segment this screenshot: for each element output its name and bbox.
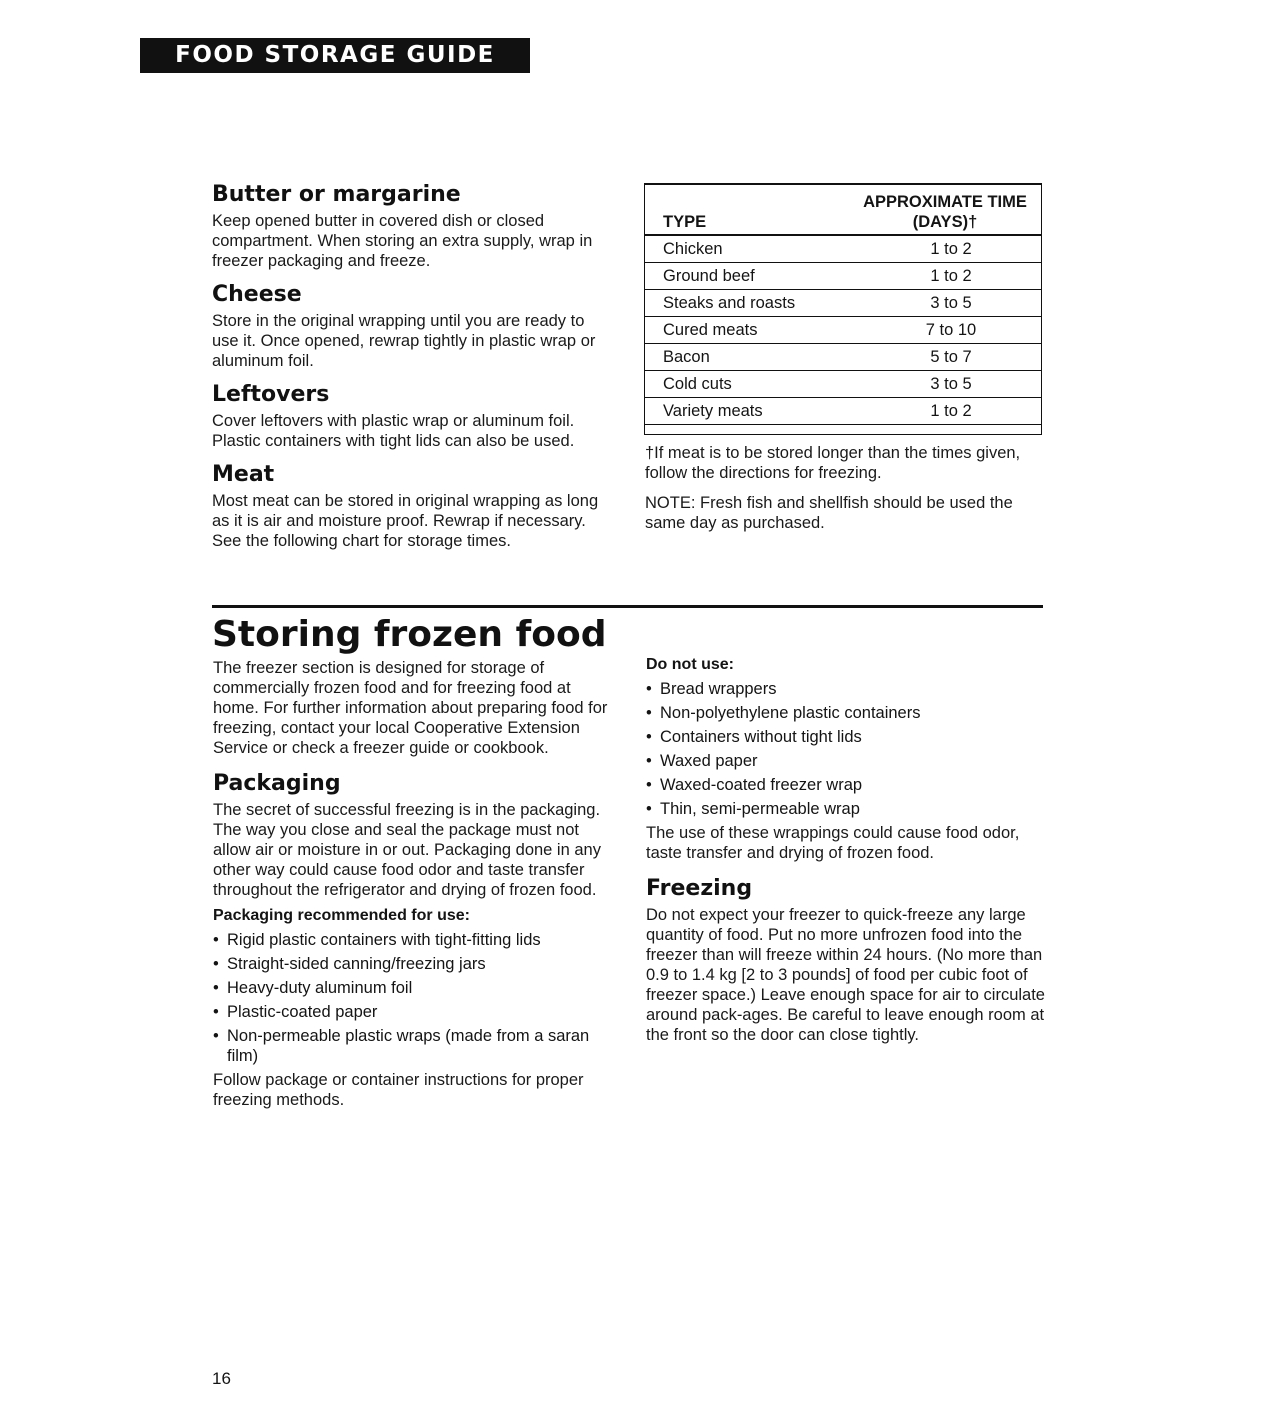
list-item: • Containers without tight lids [646, 727, 1046, 747]
butter-text: Keep opened butter in covered dish or closed compartment. When storing an extra supply, wrap in freezer packaging and freeze. [212, 212, 593, 270]
note-text: Fresh fish and shellfish should be used the same day as purchased. [645, 494, 1013, 532]
type-cell: Variety meats [645, 398, 861, 425]
butter-section [212, 181, 612, 271]
page-number: 16 [212, 1369, 231, 1388]
follow-instructions: Follow package or container instructions for proper freezing methods. [213, 1071, 584, 1109]
leftovers-text: Cover leftovers with plastic wrap or aluminum foil. Plastic containers with tight lids can also be used. [212, 412, 575, 450]
meat-section [212, 461, 612, 551]
frozen-intro: The freezer section is designed for storage of commercially frozen food and for freezing food at home. For further information about preparing food for freezing, contact your local Cooperative Extension Service or check a freezer guide or cookbook. [213, 659, 608, 757]
time-header-line1: APPROXIMATE TIME [863, 193, 1027, 211]
table-header-row [645, 184, 1041, 235]
packaging-text: The secret of successful freezing is in the packaging. The way you close and seal the package must not allow air or moisture in or out. Packaging done in any other way could cause food odor and taste transfer throughout the refrigerator and drying of frozen food. [213, 801, 601, 899]
list-item: • Rigid plastic containers with tight-fitting lids [213, 930, 613, 950]
meat-storage-table [645, 184, 1041, 425]
list-item: • Waxed paper [646, 751, 1046, 771]
leftovers-heading: Leftovers [212, 382, 330, 407]
note-label: NOTE: [645, 494, 696, 512]
freezing-heading: Freezing [646, 876, 753, 901]
section-divider [212, 605, 1043, 608]
freezing-text: Do not expect your freezer to quick-freeze any large quantity of food. Put no more unfrozen food into the freezer than will freeze within 24 hours. (No more than 0.9 to 1.4 kg [2 to 3 pounds] of food per cubic foot of freezer space.) Leave enough space for air to circulate around pack-ages. Be careful to leave enough room at the front so the door can close tightly. [646, 906, 1045, 1044]
cheese-heading: Cheese [212, 282, 302, 307]
butter-heading: Butter or margarine [212, 182, 461, 207]
list-item: • Straight-sided canning/freezing jars [213, 954, 613, 974]
type-cell: Cured meats [645, 317, 861, 344]
meat-text: Most meat can be stored in original wrapping as long as it is air and moisture proof. Rewrap if necessary. See the following chart for storage times. [212, 492, 599, 550]
type-cell: Ground beef [645, 263, 861, 290]
list-item: • Bread wrappers [646, 679, 1046, 699]
table-footnote: †If meat is to be stored longer than the times given, follow the directions for freezing. [645, 444, 1021, 482]
table-row [645, 317, 1041, 344]
table-row [645, 263, 1041, 290]
list-item: • Waxed-coated freezer wrap [646, 775, 1046, 795]
table-row [645, 290, 1041, 317]
time-cell: 1 to 2 [861, 398, 1041, 425]
table-row [645, 344, 1041, 371]
packaging-recommended-label: Packaging recommended for use: [213, 907, 470, 924]
leftovers-section [212, 381, 612, 451]
do-not-use-label: Do not use: [646, 656, 734, 673]
time-cell: 7 to 10 [861, 317, 1041, 344]
cheese-section [212, 281, 612, 371]
packaging-heading: Packaging [213, 771, 341, 796]
type-cell: Steaks and roasts [645, 290, 861, 317]
recommended-list [213, 930, 613, 1066]
list-item: • Heavy-duty aluminum foil [213, 978, 613, 998]
table-row [645, 235, 1041, 263]
fish-note [645, 493, 1035, 533]
table-row [645, 371, 1041, 398]
time-cell: 1 to 2 [861, 263, 1041, 290]
list-item: • Non-polyethylene plastic containers [646, 703, 1046, 723]
frozen-right-column [646, 655, 1046, 1045]
time-header-line2: (DAYS)† [912, 213, 978, 231]
left-top-column [212, 181, 612, 561]
type-cell: Bacon [645, 344, 861, 371]
type-column-header: TYPE [645, 184, 861, 235]
time-column-header [861, 184, 1041, 235]
time-cell: 3 to 5 [861, 371, 1041, 398]
type-cell: Chicken [645, 235, 861, 263]
time-cell: 3 to 5 [861, 290, 1041, 317]
cheese-text: Store in the original wrapping until you are ready to use it. Once opened, rewrap tightly in plastic wrap or aluminum foil. [212, 312, 596, 370]
table-row [645, 398, 1041, 425]
time-cell: 5 to 7 [861, 344, 1041, 371]
do-not-use-list [646, 679, 1046, 819]
section-banner: FOOD STORAGE GUIDE [140, 38, 530, 73]
page-title: Storing frozen food [212, 614, 607, 655]
do-not-use-note: The use of these wrappings could cause food odor, taste transfer and drying of frozen food. [646, 824, 1020, 862]
list-item: • Plastic-coated paper [213, 1002, 613, 1022]
meat-heading: Meat [212, 462, 275, 487]
list-item: • Non-permeable plastic wraps (made from a saran film) [213, 1026, 613, 1066]
time-cell: 1 to 2 [861, 235, 1041, 263]
type-cell: Cold cuts [645, 371, 861, 398]
table-notes [645, 443, 1035, 533]
frozen-left-column [213, 658, 613, 1110]
list-item: • Thin, semi-permeable wrap [646, 799, 1046, 819]
